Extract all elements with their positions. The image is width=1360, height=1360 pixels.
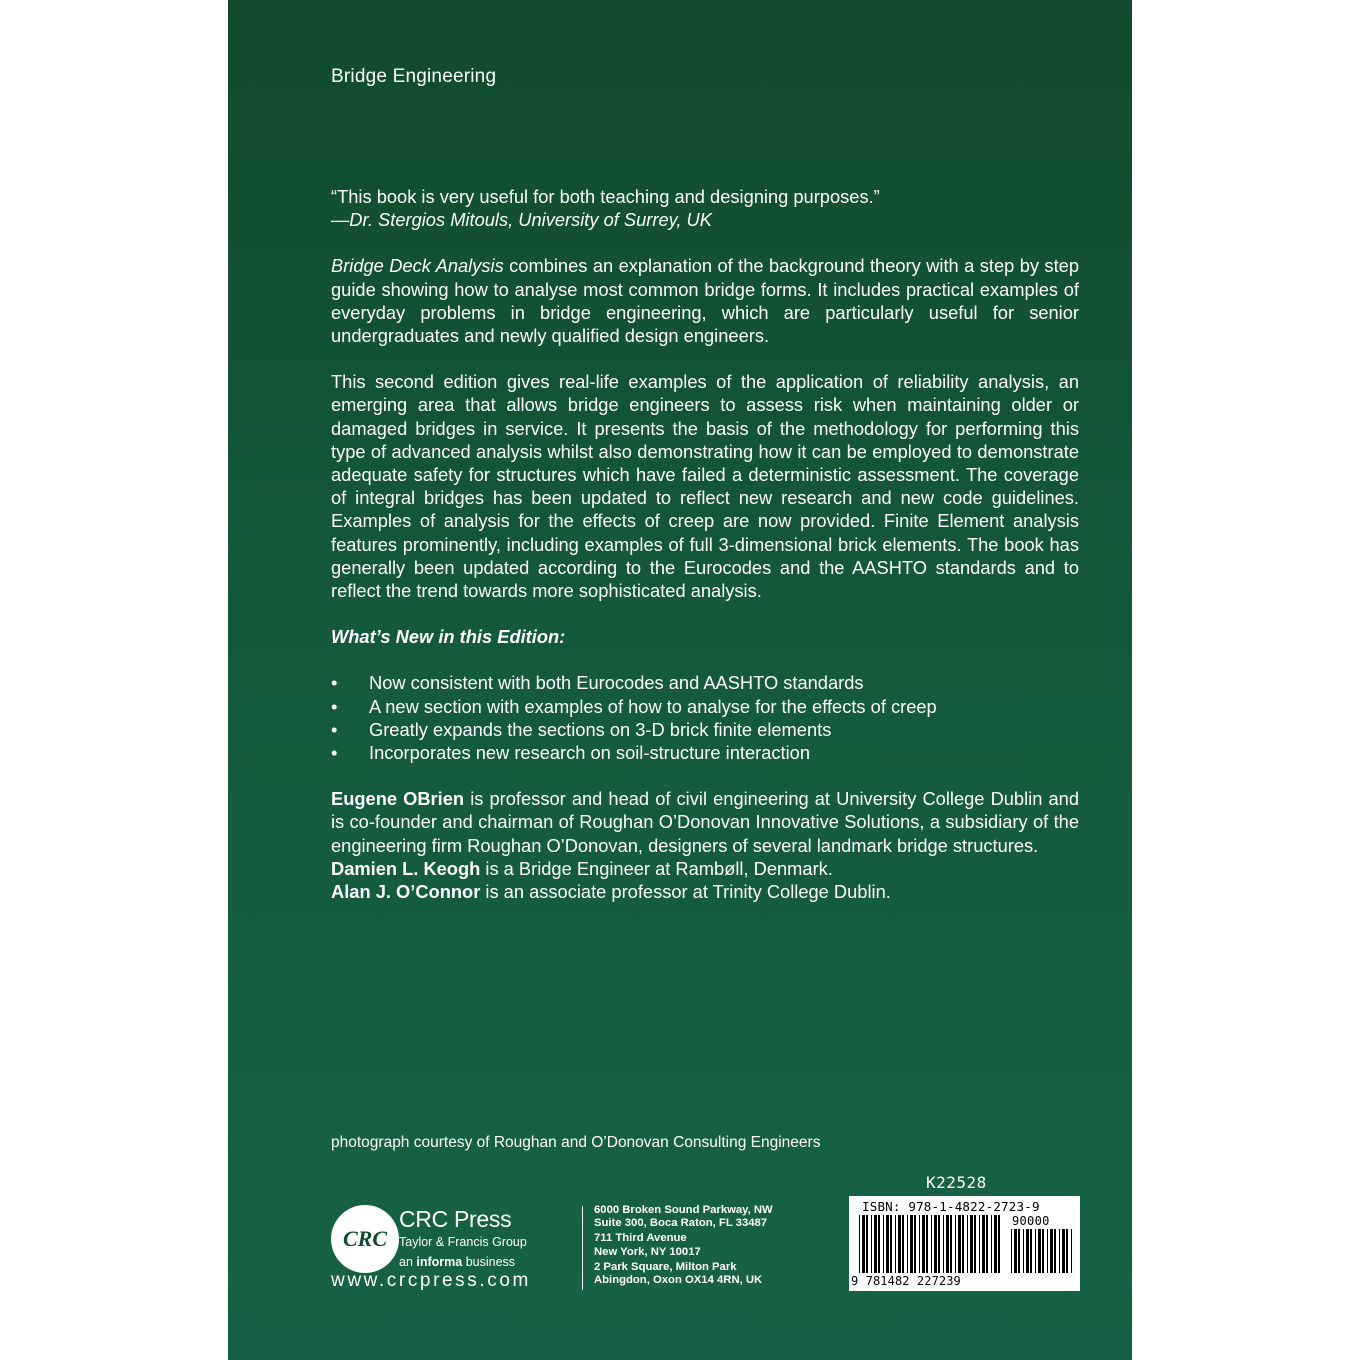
barcode-bar [874, 1215, 877, 1273]
barcode-bar [958, 1215, 961, 1273]
publisher-addresses [594, 1204, 773, 1289]
barcode-bar [1011, 1229, 1012, 1273]
barcode-bar [991, 1215, 992, 1273]
author-bio [331, 880, 1079, 903]
barcode-bar [974, 1215, 976, 1273]
author-bios [331, 787, 1079, 903]
barcode-bar [898, 1215, 901, 1273]
author-bio [331, 857, 1079, 880]
barcode-bar [907, 1215, 908, 1273]
barcode-bar [1059, 1229, 1060, 1273]
back-cover [228, 0, 1132, 1360]
barcode-bar [1035, 1229, 1036, 1273]
barcode-bar [962, 1215, 964, 1273]
barcode-bar [934, 1215, 937, 1273]
barcode-bar [943, 1215, 944, 1273]
barcode-bar [994, 1215, 997, 1273]
barcode-bar [886, 1215, 889, 1273]
barcode-bar [950, 1215, 952, 1273]
publisher-url[interactable]: www.crcpress.com [331, 1270, 531, 1291]
catalog-code: K22528 [926, 1173, 987, 1192]
barcode-bar [1047, 1229, 1048, 1273]
bullet-icon: • [331, 718, 338, 740]
list-item-text: A new section with examples of how to analyse for the effects of creep [369, 695, 937, 717]
barcode-bar [910, 1215, 913, 1273]
barcode-bar [1018, 1229, 1020, 1273]
bullet-icon: • [331, 742, 338, 764]
barcode-bar [955, 1215, 956, 1273]
series-title: Bridge Engineering [331, 66, 497, 87]
barcode-ean-number: 9 781482 227239 [851, 1274, 961, 1288]
barcode-bar [1054, 1229, 1056, 1273]
isbn-text: ISBN: 978-1-4822-2723-9 [862, 1199, 1040, 1214]
barcode-bar [862, 1215, 865, 1273]
whats-new-heading: What’s New in this Edition: [331, 626, 566, 648]
barcode-bar [895, 1215, 896, 1273]
cover-text [331, 185, 1079, 903]
barcode-bar [890, 1215, 892, 1273]
barcode-bar [871, 1215, 872, 1273]
barcode-bar [1038, 1229, 1041, 1273]
divider [582, 1206, 583, 1290]
list-item-text: Greatly expands the sections on 3-D brick finite elements [369, 718, 832, 740]
barcode-bar [970, 1215, 973, 1273]
endorsement-quote [331, 185, 1079, 231]
barcode-bar [866, 1215, 868, 1273]
barcode-bar [1050, 1229, 1053, 1273]
barcode-bar [998, 1215, 1000, 1273]
description-p1-text: combines an explanation of the background theory with a step by step guide showing how to analyse most common bridge forms. It includes practical examples of everyday problems in bridge engineering, which are particularly useful for senior undergraduates and newly qualified design engineers. [331, 255, 1079, 347]
author-bio [331, 787, 1079, 857]
address-block: 6000 Broken Sound Parkway, NW Suite 300, Boca Raton, FL 33487 [594, 1204, 773, 1230]
address-block: 2 Park Square, Milton Park Abingdon, Oxon OX14 4RN, UK [594, 1260, 763, 1287]
barcode-bar [926, 1215, 928, 1273]
list-item-text: Incorporates new research on soil-structure interaction [369, 742, 810, 764]
barcode-bar [914, 1215, 916, 1273]
barcode-bar [979, 1215, 980, 1273]
description-paragraph-1 [331, 254, 1079, 347]
barcode-bar [1023, 1229, 1024, 1273]
isbn-barcode [849, 1196, 1080, 1291]
book-title-italic: Bridge Deck Analysis [331, 255, 504, 277]
barcode-bar [1066, 1229, 1068, 1273]
barcode-bar [931, 1215, 932, 1273]
barcode-bar [938, 1215, 940, 1273]
photo-credit: photograph courtesy of Roughan and O’Donovan Consulting Engineers [331, 1134, 821, 1151]
crc-logo-icon: CRC [331, 1205, 399, 1273]
barcode-bar [986, 1215, 988, 1273]
author-name: Damien L. Keogh [331, 857, 481, 879]
barcode-bar [982, 1215, 985, 1273]
quote-attribution: —Dr. Stergios Mitouls, University of Surrey, UK [331, 209, 712, 231]
list-item [331, 695, 1079, 718]
list-item [331, 671, 1079, 694]
barcode-bar [859, 1215, 860, 1273]
bullet-icon: • [331, 672, 338, 694]
list-item [331, 718, 1079, 741]
list-item-text: Now consistent with both Eurocodes and AASHTO standards [369, 672, 864, 694]
barcode-bar [1071, 1229, 1072, 1273]
barcode-addon-number: 90000 [1012, 1214, 1050, 1228]
barcode-bar [883, 1215, 884, 1273]
barcode-bar [1030, 1229, 1032, 1273]
barcode-bar [1062, 1229, 1065, 1273]
publisher-group: Taylor & Francis Group [399, 1235, 527, 1249]
list-item [331, 741, 1079, 764]
publisher-tagline: an informa business [399, 1255, 516, 1269]
barcode-bar [1026, 1229, 1029, 1273]
description-paragraph-2: This second edition gives real-life examples of the application of reliability analysis, an emerging area that allows bridge engineers to assess risk when maintaining older or damaged bridges in service. It presents the basis of the methodology for performing this type of advanced analysis whilst also demonstrating how it can be employed to demonstrate adequate safety for structures which have failed a deterministic assessment. The coverage of integral bridges has been updated to reflect new research and new code guidelines. Examples of analysis for the effects of creep are now provided. Finite Element analysis features prominently, including examples of full 3-dimensional brick elements. The book has generally been updated according to the Eurocodes and the AASHTO standards and to reflect the trend towards more sophisticated analysis. [331, 371, 1079, 602]
author-bio-text: is an associate professor at Trinity College Dublin. [480, 881, 891, 903]
publisher-name: CRC Press [399, 1206, 512, 1232]
publisher-brand [399, 1206, 527, 1269]
author-bio-text: is professor and head of civil engineering at University College Dublin and is co-founder and chairman of Roughan O’Donovan Innovative Solutions, a subsidiary of the engineering firm Roughan O’Donovan, designers of several landmark bridge structures. [331, 788, 1079, 856]
barcode-bar [922, 1215, 925, 1273]
barcode-bar [878, 1215, 880, 1273]
whats-new-list [331, 671, 1079, 764]
barcode-bar [902, 1215, 904, 1273]
barcode-bar [1042, 1229, 1044, 1273]
barcode-bar [919, 1215, 920, 1273]
author-bio-text: is a Bridge Engineer at Rambøll, Denmark. [480, 857, 833, 879]
address-block: 711 Third Avenue New York, NY 10017 [594, 1232, 701, 1258]
barcode-bar [1014, 1229, 1017, 1273]
bullet-icon: • [331, 695, 338, 717]
quote-text: “This book is very useful for both teaching and designing purposes.” [331, 186, 880, 207]
barcode-bar [946, 1215, 949, 1273]
author-name: Eugene OBrien [331, 788, 465, 810]
barcode-bar [967, 1215, 968, 1273]
author-name: Alan J. O’Connor [331, 881, 481, 903]
